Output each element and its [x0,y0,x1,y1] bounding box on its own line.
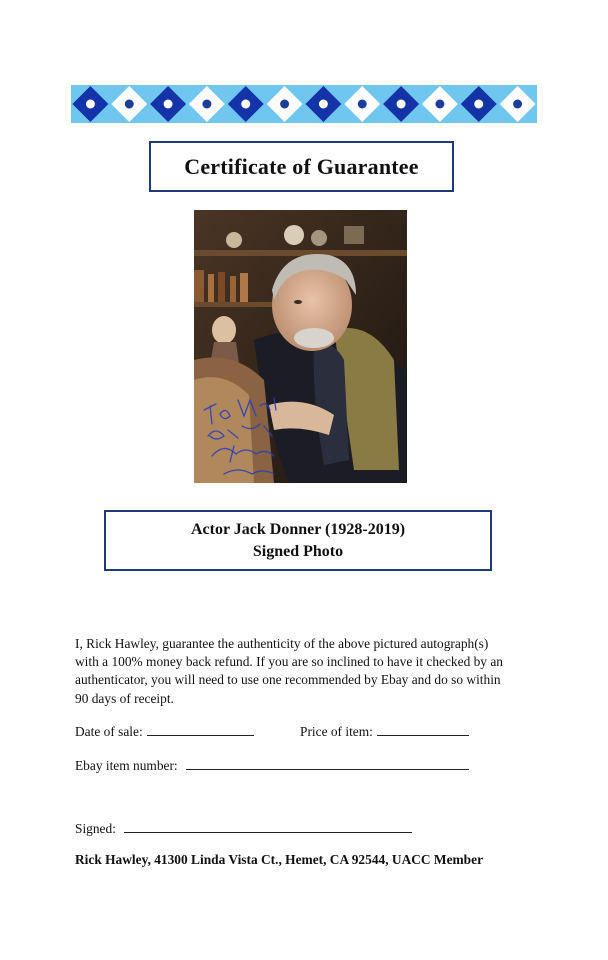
ebay-item-number-label: Ebay item number: [75,758,178,773]
statement-line: authenticator, you will need to use one recommended by Ebay and do so within [75,672,501,688]
banner-dot [397,100,406,109]
banner-dot [202,100,211,109]
price-of-item-field [300,723,469,740]
banner-dot [280,100,289,109]
date-of-sale-field [75,723,254,740]
banner-dot [164,100,173,109]
banner-dot [358,100,367,109]
item-title: Actor Jack Donner (1928-2019) [190,520,406,538]
signed-photo [194,210,407,483]
statement-line: with a 100% money back refund. If you are so inclined to have it checked by an [75,654,503,670]
banner-dot [86,100,95,109]
date-of-sale-line[interactable] [147,723,254,736]
price-of-item-line[interactable] [377,723,469,736]
date-of-sale-label: Date of sale: [75,724,143,739]
signed-label: Signed: [75,821,116,836]
decorative-diamond-banner [71,85,537,123]
banner-dot [241,100,250,109]
banner-dot [125,100,134,109]
price-of-item-label: Price of item: [300,724,373,739]
statement-line: I, Rick Hawley, guarantee the authenticity of the above pictured autograph(s) [75,636,489,651]
banner-dot [513,100,522,109]
statement-line: 90 days of receipt. [75,690,174,706]
ebay-item-number-line[interactable] [186,757,469,770]
certificate-title-box [149,141,454,192]
signature-line[interactable] [124,820,412,833]
seller-info: Rick Hawley, 41300 Linda Vista Ct., Hemet, CA 92544, UACC Member [75,852,484,867]
banner-dot [319,100,328,109]
banner-dot [474,100,483,109]
guarantee-statement [75,635,555,708]
banner-dot [435,100,444,109]
certificate-title: Certificate of Guarantee [184,153,419,179]
signed-field [75,820,412,837]
item-description-box [104,510,492,571]
ebay-item-number-field [75,757,469,774]
item-subtitle: Signed Photo [252,542,344,560]
